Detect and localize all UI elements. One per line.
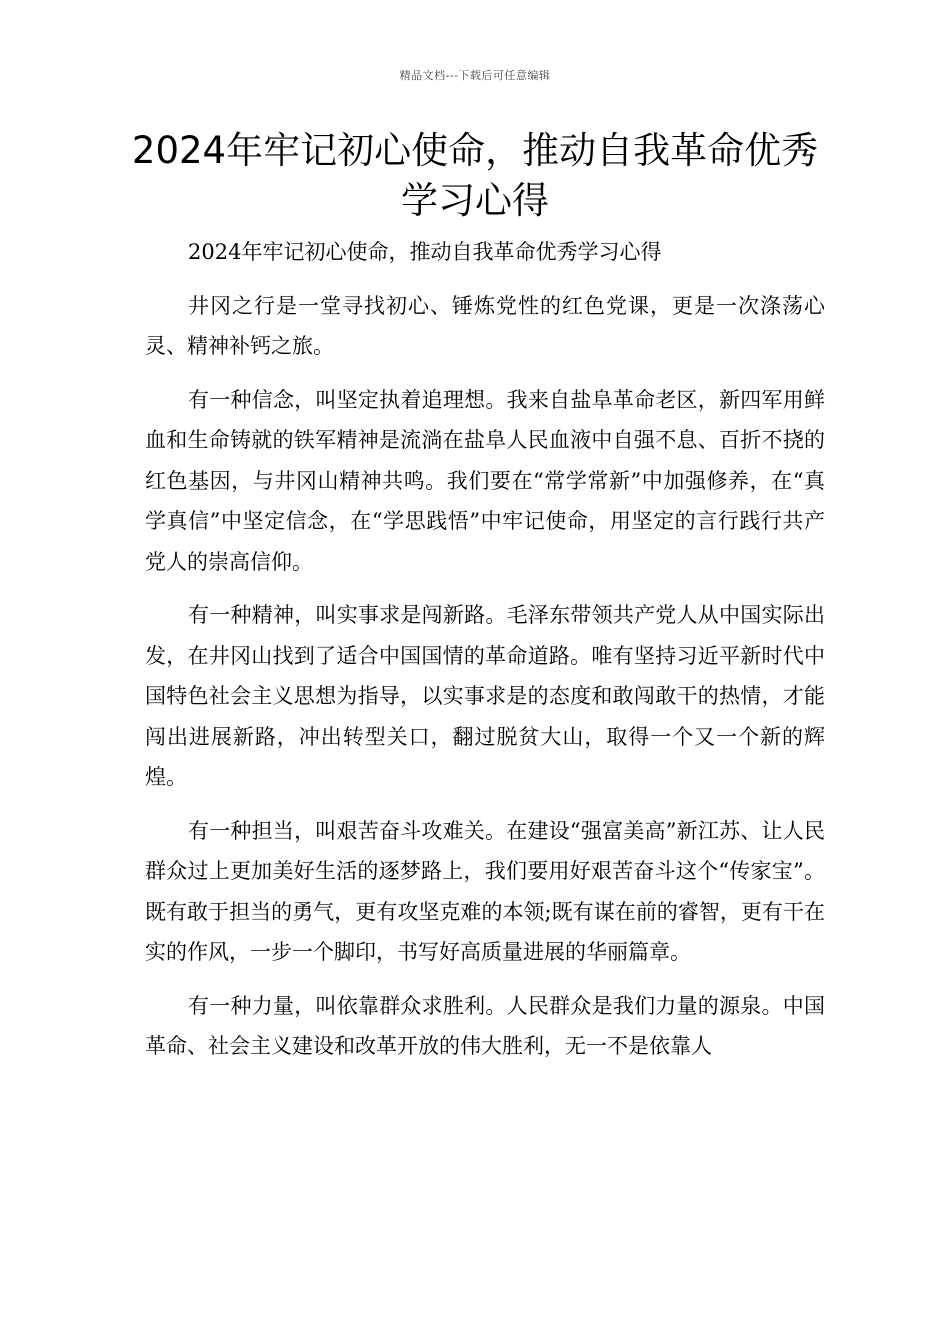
- paragraph-subtitle: 2024年牢记初心使命，推动自我革命优秀学习心得: [188, 240, 662, 264]
- document-title: 2024年牢记初心使命，推动自我革命优秀学习心得: [131, 129, 819, 222]
- header-note: 精品文档---下载后可任意编辑: [399, 69, 551, 82]
- paragraph: 有一种精神，叫实事求是闯新路。毛泽东带领共产党人从中国实际出发，在井冈山找到了适合中国国情的革命道路。唯有坚持习近平新时代中国特色社会主义思想为指导，以实事求是的态度和敢闯敢干的热情，才能闯出进展新路，冲出转型关口，翻过脱贫大山，取得一个又一个新的辉煌。: [145, 603, 825, 789]
- document-body: [145, 232, 825, 1080]
- paragraph: 有一种信念，叫坚定执着追理想。我来自盐阜革命老区，新四军用鲜血和生命铸就的铁军精神是流淌在盐阜人民血液中自强不息、百折不挠的红色基因，与井冈山精神共鸣。我们要在“常学常新”中加强修养，在“真学真信”中坚定信念，在“学思践悟”中牢记使命，用坚定的言行践行共产党人的崇高信仰。: [145, 387, 825, 574]
- paragraph: 有一种力量，叫依靠群众求胜利。人民群众是我们力量的源泉。中国革命、社会主义建设和改革开放的伟大胜利，无一不是依靠人: [145, 993, 825, 1058]
- paragraph: 井冈之行是一堂寻找初心、锤炼党性的红色党课，更是一次涤荡心灵、精神补钙之旅。: [145, 293, 825, 358]
- paragraph: 有一种担当，叫艰苦奋斗攻难关。在建设“强富美高”新江苏、让人民群众过上更加美好生活的逐梦路上，我们要用好艰苦奋斗这个“传家宝”。既有敢于担当的勇气，更有攻坚克难的本领;既有谋在前的睿智，更有干在实的作风，一步一个脚印，书写好高质量进展的华丽篇章。: [145, 818, 825, 964]
